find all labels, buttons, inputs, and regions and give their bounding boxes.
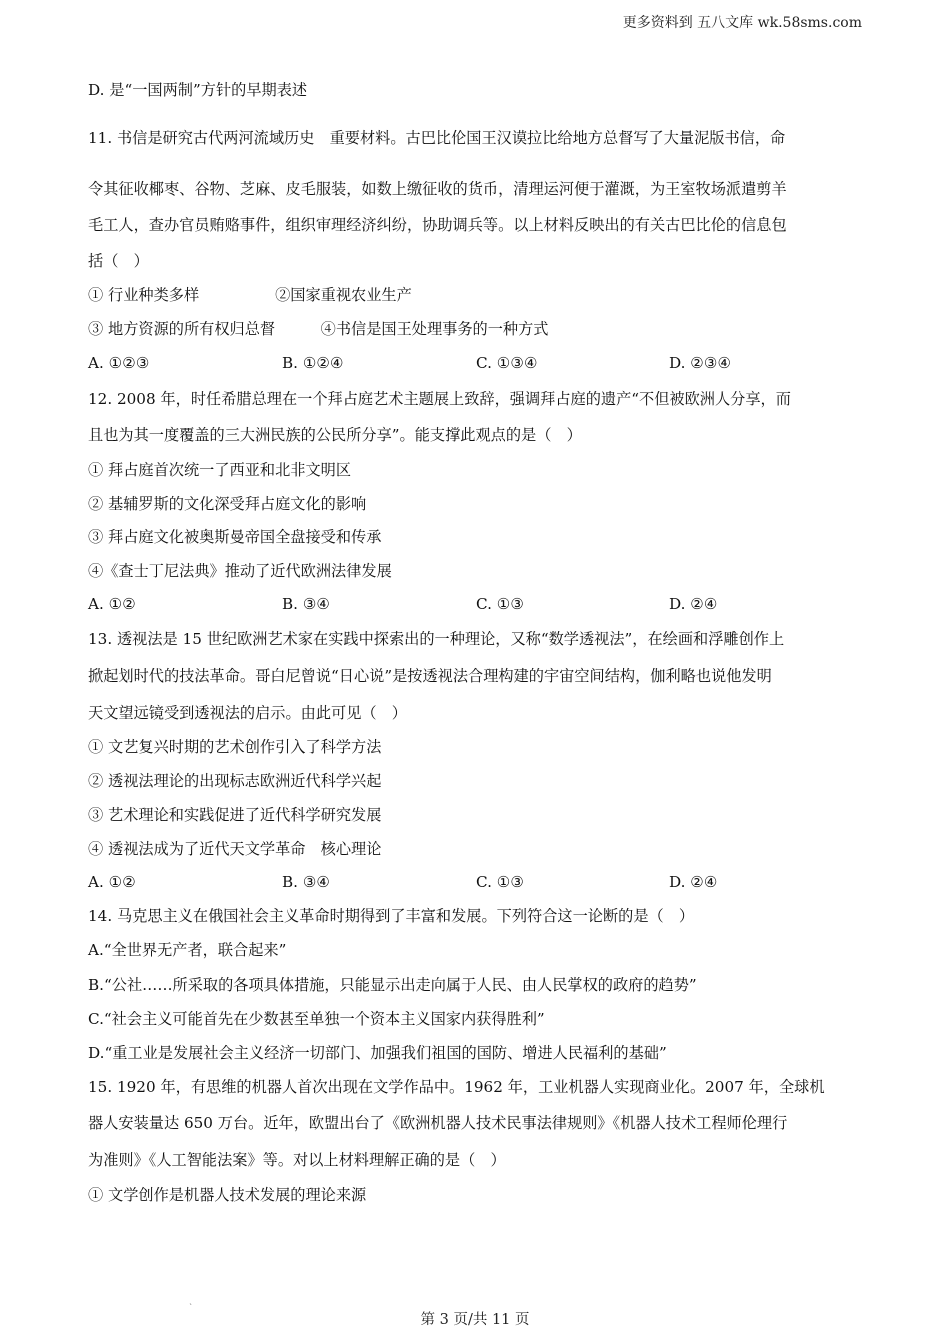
q14-stem: 14. 马克思主义在俄国社会主义革命时期得到了丰富和发展。下列符合这一论断的是（ ）: [88, 907, 695, 925]
q12-item-3: ③ 拜占庭文化被奥斯曼帝国全盘接受和传承: [88, 528, 382, 546]
q13-item-1: ① 文艺复兴时期的艺术创作引入了科学方法: [88, 738, 382, 756]
q11-option-d: D. ②③④: [669, 354, 732, 372]
q14-option-c: C.“社会主义可能首先在少数甚至单独一个资本主义国家内获得胜利”: [88, 1010, 545, 1028]
q15-stem-line1: 15. 1920 年，有思维的机器人首次出现在文学作品中。1962 年，工业机器人实现商业化。2007 年，全球机: [88, 1078, 825, 1096]
q12-option-b: B. ③④: [282, 595, 331, 613]
q13-item-2: ② 透视法理论的出现标志欧洲近代科学兴起: [88, 772, 382, 790]
q15-stem-line2: 器人安装量达 650 万台。近年，欧盟出台了《欧洲机器人技术民事法律规则》《机器人技术工程师伦理行: [88, 1114, 788, 1132]
page-number: 第 3 页/共 11 页: [420, 1312, 530, 1328]
q13-option-c: C. ①③: [476, 873, 524, 891]
q15-item-1: ① 文学创作是机器人技术发展的理论来源: [88, 1186, 367, 1204]
q12-item-1: ① 拜占庭首次统一了西亚和北非文明区: [88, 461, 352, 479]
option-d-q10: D. 是“一国两制”方针的早期表述: [88, 81, 308, 99]
q12-stem-line1: 12. 2008 年，时任希腊总理在一个拜占庭艺术主题展上致辞，强调拜占庭的遗产“不但被欧洲人分享，而: [88, 390, 791, 408]
q13-item-4: ④ 透视法成为了近代天文学革命 核心理论: [88, 840, 382, 858]
q11-item-row1: ① 行业种类多样 ②国家重视农业生产: [88, 286, 412, 304]
q13-item-3: ③ 艺术理论和实践促进了近代科学研究发展: [88, 806, 382, 824]
q13-stem-line1: 13. 透视法是 15 世纪欧洲艺术家在实践中探索出的一种理论，又称“数学透视法”，在绘画和浮雕创作上: [88, 630, 785, 648]
q12-item-4: ④《查士丁尼法典》推动了近代欧洲法律发展: [88, 562, 392, 580]
site-header: 更多资料到 五八文库 wk.58sms.com: [622, 15, 862, 31]
q12-option-a: A. ①②: [88, 595, 136, 613]
q11-option-c: C. ①③④: [476, 354, 538, 372]
q15-stem-line3: 为准则》《人工智能法案》等。对以上材料理解正确的是（ ）: [88, 1151, 506, 1169]
q13-option-b: B. ③④: [282, 873, 331, 891]
q11-stem-line2: 令其征收椰枣、谷物、芝麻、皮毛服装，如数上缴征收的货币，清理运河便于灌溉，为王室牧场派遣剪羊: [88, 180, 787, 198]
q13-option-d: D. ②④: [669, 873, 718, 891]
q12-item-2: ② 基辅罗斯的文化深受拜占庭文化的影响: [88, 495, 367, 513]
q14-option-b: B.“公社……所采取的各项具体措施，只能显示出走向属于人民、由人民掌权的政府的趋势”: [88, 976, 697, 994]
q12-option-d: D. ②④: [669, 595, 718, 613]
q11-item-row2: ③ 地方资源的所有权归总督 ④书信是国王处理事务的一种方式: [88, 320, 549, 338]
q11-stem-line3: 毛工人，查办官员贿赂事件，组织审理经济纠纷，协助调兵等。以上材料反映出的有关古巴比伦的信息包: [88, 216, 787, 234]
stray-mark: `: [189, 1303, 193, 1312]
q13-stem-line2: 掀起划时代的技法革命。哥白尼曾说“日心说”是按透视法合理构建的宇宙空间结构，伽利略也说他发明: [88, 667, 772, 685]
q11-stem-line1: 11. 书信是研究古代两河流域历史 重要材料。古巴比伦国王汉谟拉比给地方总督写了大量泥版书信，命: [88, 129, 786, 147]
q14-option-d: D.“重工业是发展社会主义经济一切部门、加强我们祖国的国防、增进人民福利的基础”: [88, 1044, 667, 1062]
q11-stem-line4: 括（ ）: [88, 252, 149, 270]
q11-option-a: A. ①②③: [88, 354, 150, 372]
q13-option-a: A. ①②: [88, 873, 136, 891]
q14-option-a: A.“全世界无产者，联合起来”: [88, 941, 287, 959]
q11-option-b: B. ①②④: [282, 354, 344, 372]
q12-option-c: C. ①③: [476, 595, 524, 613]
q13-stem-line3: 天文望远镜受到透视法的启示。由此可见（ ）: [88, 704, 407, 722]
q12-stem-line2: 且也为其一度覆盖的三大洲民族的公民所分享”。能支撑此观点的是（ ）: [88, 426, 582, 444]
